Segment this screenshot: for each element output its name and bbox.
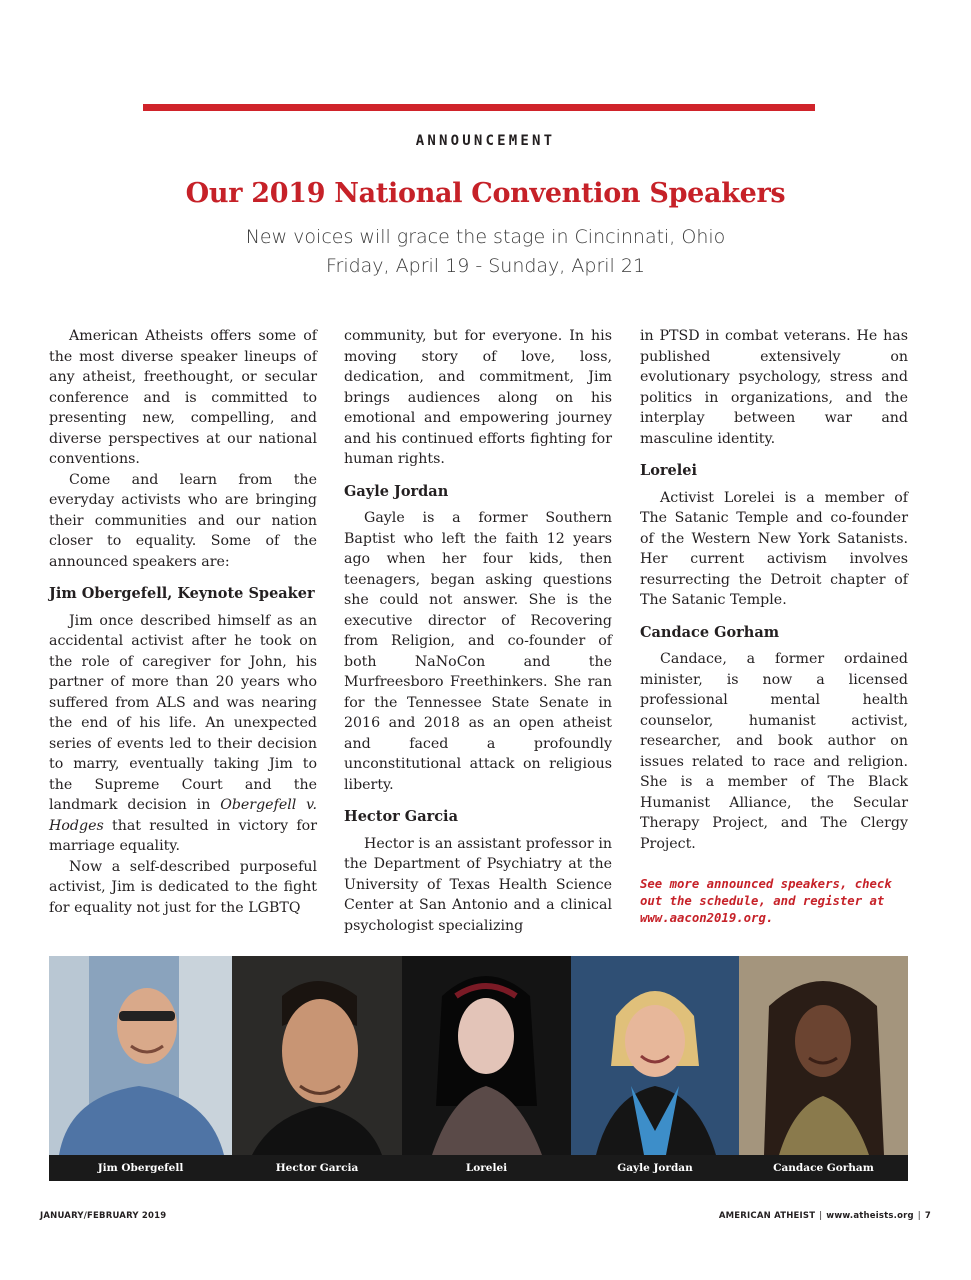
photo-candace-gorham [739, 956, 908, 1155]
footer-website-link[interactable]: www.atheists.org [826, 1211, 914, 1221]
section-kicker: ANNOUNCEMENT [415, 133, 556, 149]
jim-bio-continued: community, but for everyone. In his moving story of love, loss, dedication, and commitment, Jim brings audiences along on his emotional and empowering journey and his continued efforts fighting for human rights. [344, 328, 612, 467]
hector-bio-paragraph: Hector is an assistant professor in the Department of Psychiatry at the University of Texas Health Science Center at San Antonio and a clinical psychologist specializing [344, 835, 612, 934]
speaker-heading-candace: Candace Gorham [640, 623, 780, 641]
column-3 [640, 326, 908, 927]
caption-lorelei: Lorelei [465, 1162, 508, 1174]
speaker-heading-jim: Jim Obergefell, Keynote Speaker [49, 585, 315, 602]
subtitle-location: New voices will grace the stage in Cincinnati, Ohio [245, 226, 726, 248]
lorelei-bio-paragraph: Activist Lorelei is a member of The Satanic Temple and co-founder of the Western New York Satanists. Her current activism involves resurrecting the Detroit chapter of The Satanic Temple. [640, 489, 908, 608]
caption-candace-gorham: Candace Gorham [773, 1162, 874, 1174]
footer-publication [719, 1211, 931, 1221]
footer-separator: | [819, 1211, 823, 1221]
photo-caption-bar [49, 1155, 908, 1181]
speaker-heading-lorelei: Lorelei [640, 462, 697, 479]
page-title: Our 2019 National Convention Speakers [185, 178, 786, 209]
candace-bio-paragraph: Candace, a former ordained minister, is now a licensed professional mental health counselor, humanist activist, researcher, and book author on issues related to race and religion. She is a member of The Black Humanist Alliance, the Secular Therapy Project, and The Clergy Project. [640, 651, 908, 852]
footer-issue-date: JANUARY/FEBRUARY 2019 [40, 1211, 167, 1221]
gayle-bio-paragraph: Gayle is a former Southern Baptist who left the faith 12 years ago when her four kids, then teenagers, began asking questions she could not answer. She is the executive director of Recovering from Religion, and co-founder of both NaNoCon and the Murfreesboro Freethinkers. She ran for the Tennessee State Senate in 2016 and 2018 as an open atheist and faced a profoundly unconstitutional attack on religious liberty. [344, 510, 612, 793]
speaker-heading-hector: Hector Garcia [344, 808, 458, 825]
registration-call-to-action[interactable]: See more announced speakers, check out the schedule, and register at www.aacon2019.org. [640, 877, 892, 925]
top-rule [143, 104, 815, 111]
photo-hector-garcia [232, 956, 402, 1155]
hector-bio-continued: in PTSD in combat veterans. He has published extensively on evolutionary psychology, stress and politics in organizations, and the interplay between war and masculine identity. [640, 328, 908, 447]
footer-magazine-name: AMERICAN ATHEIST [718, 1211, 816, 1221]
jim-bio-paragraph-2: Now a self-described purposeful activist, Jim is dedicated to the fight for equality not just for the LGBTQ [49, 858, 317, 916]
footer-separator: | [917, 1211, 921, 1221]
intro-paragraph-2: Come and learn from the everyday activists who are bringing their communities and our nation closer to equality. Some of the announced speakers are: [49, 471, 317, 570]
caption-hector-garcia: Hector Garcia [275, 1162, 359, 1174]
photo-jim-obergefell [49, 956, 232, 1155]
caption-gayle-jordan: Gayle Jordan [617, 1162, 693, 1174]
footer-page-number: 7 [924, 1211, 931, 1221]
caption-jim-obergefell: Jim Obergefell [97, 1162, 184, 1174]
photo-gayle-jordan [571, 956, 739, 1155]
case-name: Obergefell v. Hodges [49, 797, 317, 834]
speaker-photo-strip [49, 956, 908, 1155]
jim-bio-paragraph: Jim once described himself as an accidental activist after he took on the role of caregiver for John, his partner of more than 20 years who suffered from ALS and was nearing the end of his life. An unexpected series of events led to their decision to marry, eventually taking Jim to the Supreme Court and the landmark decision in Obergefell v. Hodges that resulted in victory for marriage equality. [49, 612, 317, 854]
speaker-heading-gayle: Gayle Jordan [344, 482, 449, 500]
column-2 [344, 326, 612, 936]
column-1 [49, 326, 317, 918]
photo-lorelei [402, 956, 571, 1155]
subtitle-dates: Friday, April 19 - Sunday, April 21 [325, 255, 646, 277]
intro-paragraph: American Atheists offers some of the most diverse speaker lineups of any atheist, freethought, or secular conference and is committed to presenting new, compelling, and diverse perspectives at our national conventions. [49, 328, 317, 467]
